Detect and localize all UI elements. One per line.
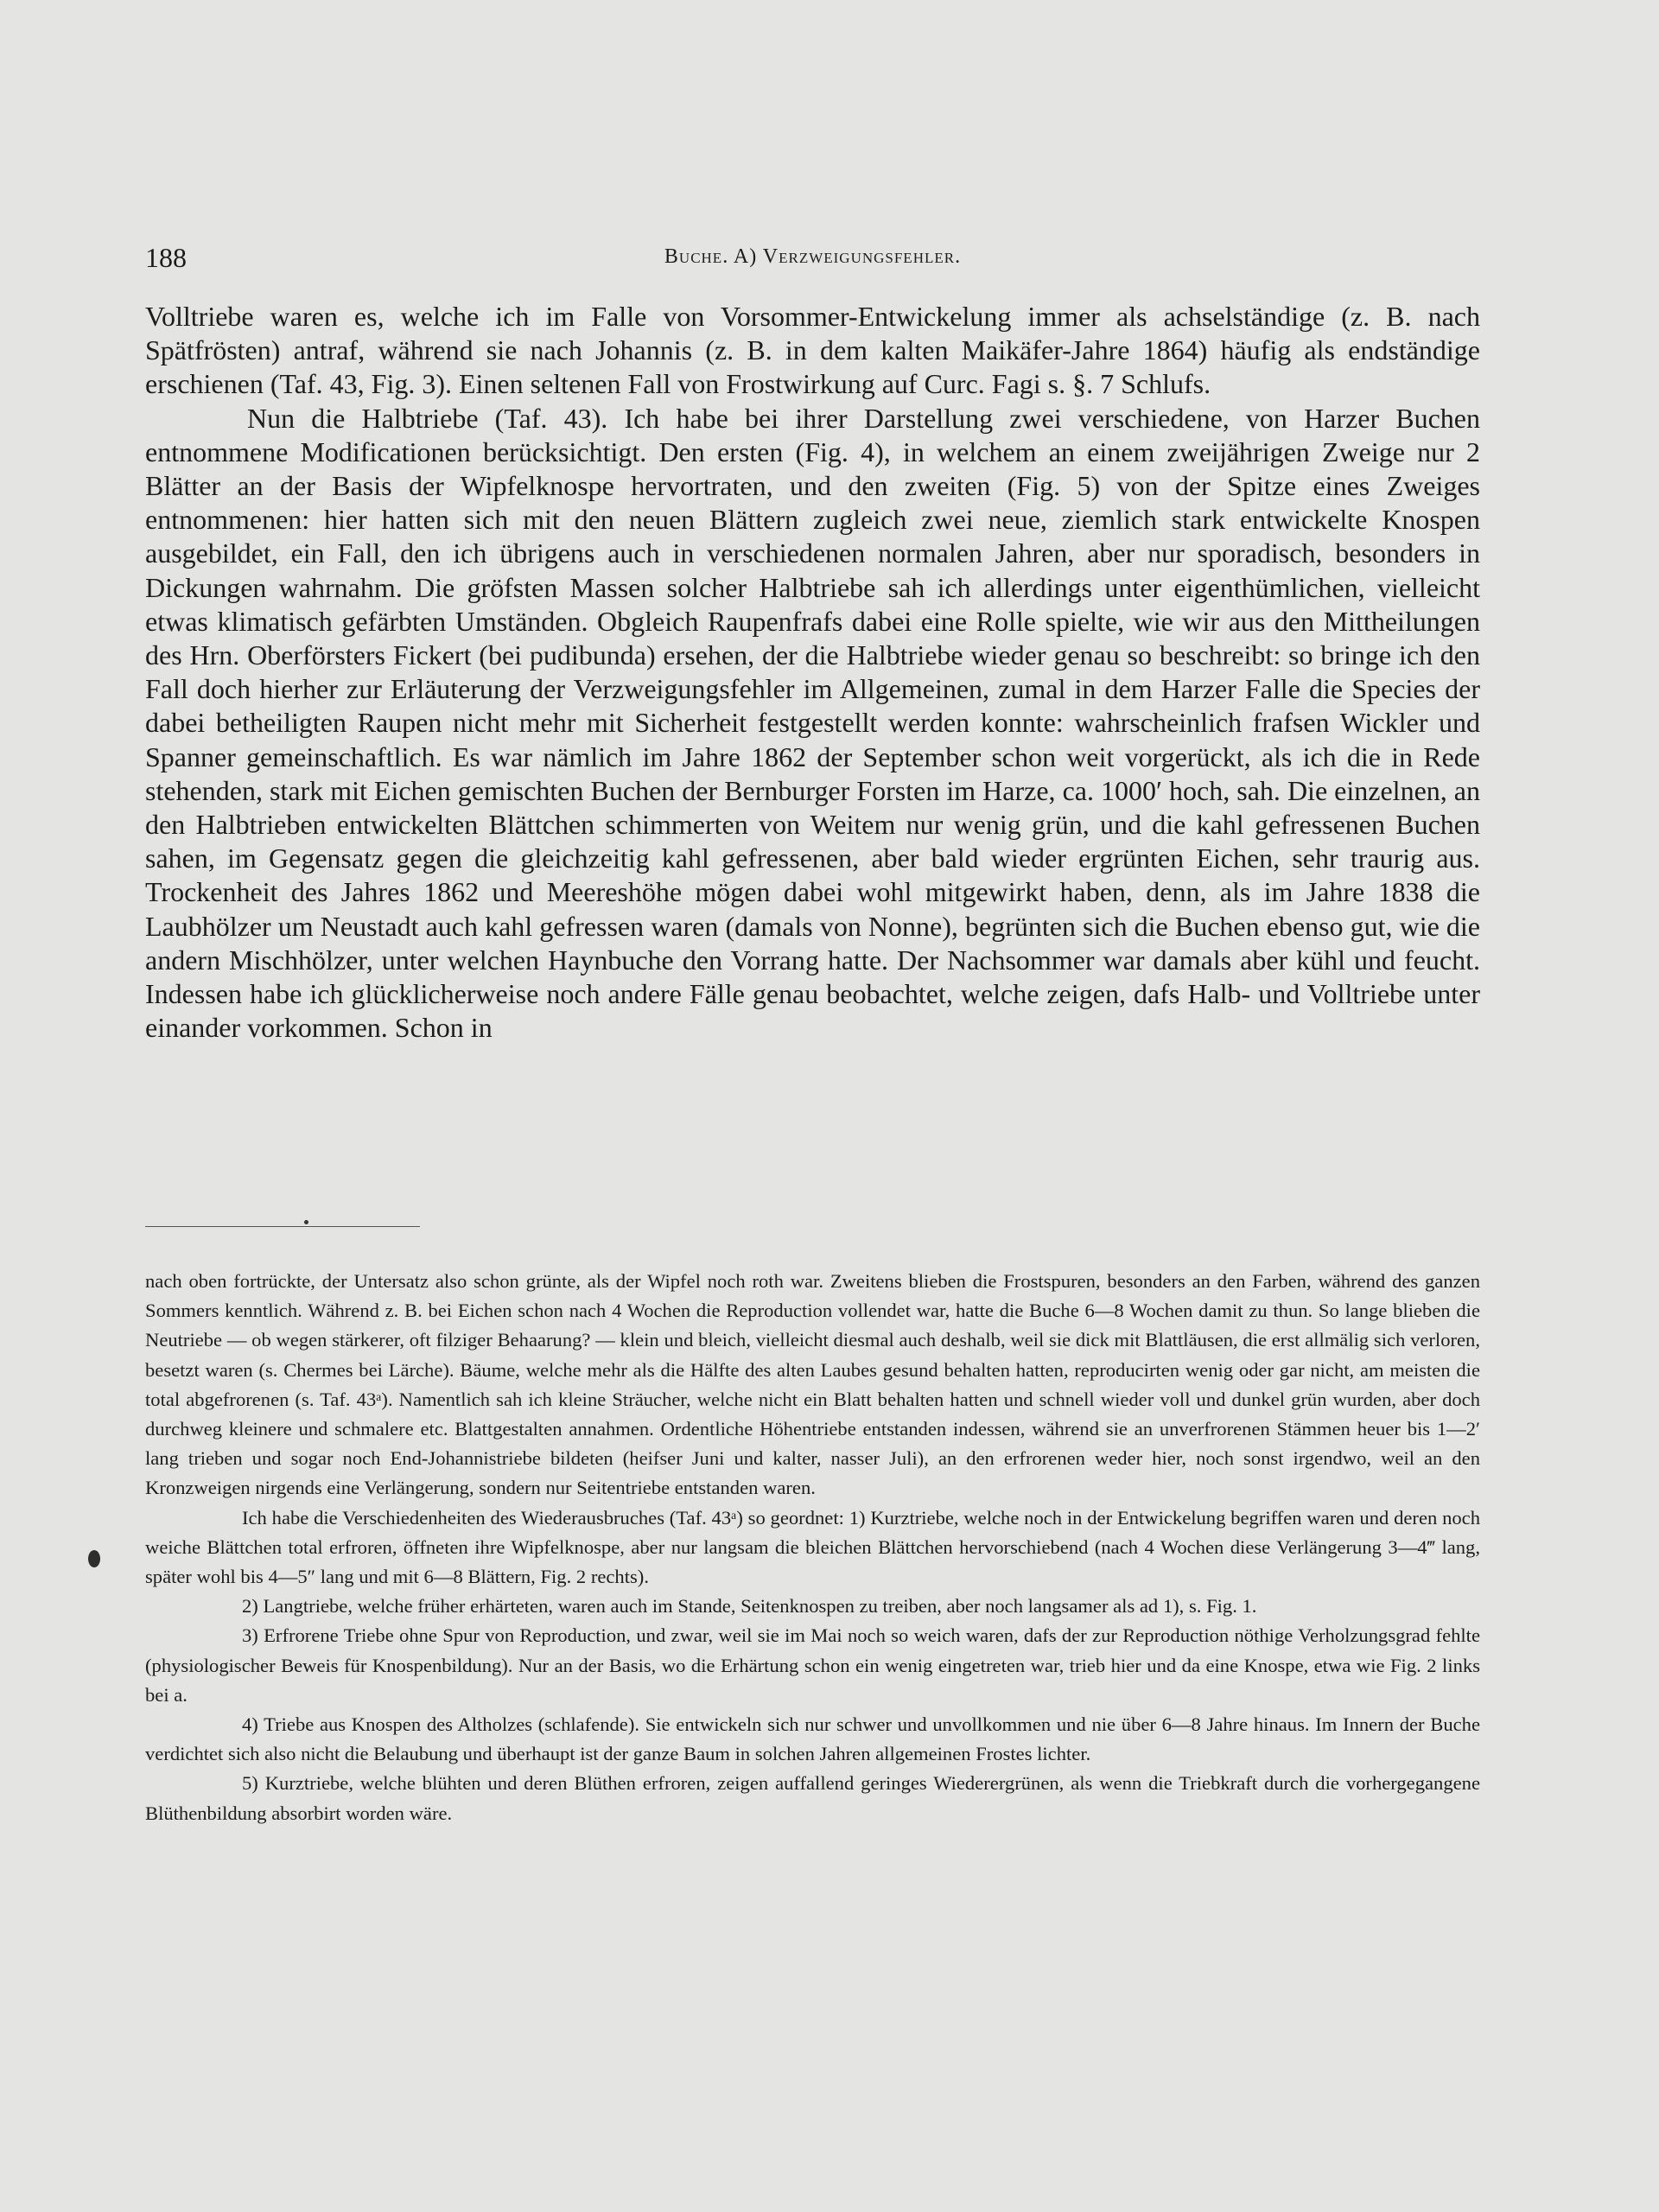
footnote-item-2: 2) Langtriebe, welche früher erhärteten, waren auch im Stande, Seitenknospen zu treiben, aber noch langsamer als ad 1), s. Fig. 1.	[242, 1595, 1257, 1618]
footnote-item-4: 4) Triebe aus Knospen des Altholzes (schlafende). Sie entwickeln sich nur schwer und unvollkommen und nie über 6—8 Jahre hinaus. Im Innern der Buche verdichtet sich also nicht die Belaubung und überhaupt ist der ganze Baum in solchen Jahren allgemeinen Frostes lichter.	[145, 1713, 1480, 1765]
ink-stain	[88, 1550, 100, 1567]
page-number: 188	[145, 242, 187, 273]
page-header	[145, 242, 1480, 285]
main-text	[145, 300, 1480, 1045]
footnote-separator	[145, 1226, 420, 1227]
footnote-item-1: Ich habe die Verschiedenheiten des Wiederausbruches (Taf. 43ᵃ) so geordnet: 1) Kurztriebe, welche noch in der Entwickelung begriffen waren und deren noch weiche Blättchen total erfroren, öffneten ihre Wipfelknospe, aber nur langsam die bleichen Blättchen hervorschiebend (nach 4 Wochen diese Verlängerung 3—4‴ lang, später wohl bis 4—5″ lang und mit 6—8 Blättern, Fig. 2 rechts).	[145, 1506, 1480, 1588]
footnote-item-5: 5) Kurztriebe, welche blühten und deren Blüthen erfroren, zeigen auffallend geringes Wiederergrünen, als wenn die Triebkraft durch die vorhergegangene Blüthenbildung absorbirt worden wäre.	[145, 1772, 1480, 1824]
paragraph-2: Nun die Halbtriebe (Taf. 43). Ich habe bei ihrer Darstellung zwei verschiedene, von Harzer Buchen entnommene Modificationen berücksichtigt. Den ersten (Fig. 4), in welchem an einem zweijährigen Zweige nur 2 Blätter an der Basis der Wipfelknospe hervortraten, und den zweiten (Fig. 5) von der Spitze eines Zweiges entnommenen: hier hatten sich mit den neuen Blättern zugleich zwei neue, ziemlich stark entwickelte Knospen ausgebildet, ein Fall, den ich übrigens auch in verschiedenen normalen Jahren, aber nur sporadisch, besonders in Dickungen wahrnahm. Die gröfsten Massen solcher Halbtriebe sah ich allerdings unter eigenthümlichen, vielleicht etwas klimatisch gefärbten Umständen. Obgleich Raupenfrafs dabei eine Rolle spielte, wie wir aus den Mittheilungen des Hrn. Oberförsters Fickert (bei pudibunda) ersehen, der die Halbtriebe wieder genau so beschreibt: so bringe ich den Fall doch hierher zur Erläuterung der Verzweigungsfehler im Allgemeinen, zumal in dem Harzer Falle die Species der dabei betheiligten Raupen nicht mehr mit Sicherheit festgestellt werden konnte: wahrscheinlich frafsen Wickler und Spanner gemeinschaftlich. Es war nämlich im Jahre 1862 der September schon weit vorgerückt, als ich die in Rede stehenden, stark mit Eichen gemischten Buchen der Bernburger Forsten im Harze, ca. 1000′ hoch, sah. Die einzelnen, an den Halbtrieben entwickelten Blättchen schimmerten von Weitem nur wenig grün, und die kahl gefressenen Buchen sahen, im Gegensatz gegen die gleichzeitig kahl gefressenen, aber bald wieder ergrünten Eichen, sehr traurig aus. Trockenheit des Jahres 1862 und Meereshöhe mögen dabei wohl mitgewirkt haben, denn, als im Jahre 1838 die Laubhölzer um Neustadt auch kahl gefressen waren (damals von Nonne), begrünten sich die Buchen ebenso gut, wie die andern Mischhölzer, unter welchen Haynbuche den Vorrang hatte. Der Nachsommer war damals aber kühl und feucht. Indessen habe ich glücklicherweise noch andere Fälle genau beobachtet, welche zeigen, dafs Halb- und Volltriebe unter einander vorkommen. Schon in	[145, 402, 1480, 1044]
running-head: Buche. A) Verzweigungsfehler.	[664, 245, 962, 268]
footnote-item-3: 3) Erfrorene Triebe ohne Spur von Reproduction, und zwar, weil sie im Mai noch so weich waren, dafs der zur Reproduction nöthige Verholzungsgrad fehlte (physiologischer Beweis für Knospenbildung). Nur an der Basis, wo die Erhärtung schon ein wenig eingetreten war, trieb hier und da eine Knospe, etwa wie Fig. 2 links bei a.	[145, 1624, 1480, 1706]
footnote-continuation: nach oben fortrückte, der Untersatz also schon grünte, als der Wipfel noch roth war. Zweitens blieben die Frostspuren, besonders an den Farben, während des ganzen Sommers kenntlich. Während z. B. bei Eichen schon nach 4 Wochen die Reproduction vollendet war, hatte die Buche 6—8 Wochen damit zu thun. So lange blieben die Neutriebe — ob wegen stärkerer, oft filziger Behaarung? — klein und bleich, vielleicht diesmal auch deshalb, weil sie dick mit Blattläusen, die erst allmälig sich verloren, besetzt waren (s. Chermes bei Lärche). Bäume, welche mehr als die Hälfte des alten Laubes gesund behalten hatten, reproducirten wenig oder gar nicht, am meisten die total abgefrorenen (s. Taf. 43ᵃ). Namentlich sah ich kleine Sträucher, welche nicht ein Blatt behalten hatten und schnell wieder voll und dunkel grün wurden, aber doch durchweg kleinere und schmalere etc. Blattgestalten annahmen. Ordentliche Höhentriebe entstanden indessen, während sie an unverfrorenen Stämmen heuer bis 1—2′ lang trieben und sogar noch End-Johannistriebe bildeten (heifser Juni und kalter, nasser Juli), an den erfrorenen weder hier, noch sonst irgendwo, weil an den Kronzweigen nirgends eine Verlängerung, sondern nur Seitentriebe entstanden waren.	[145, 1270, 1480, 1499]
separator-dot	[304, 1220, 308, 1224]
paragraph-1: Volltriebe waren es, welche ich im Falle von Vorsommer-Entwickelung immer als achselständige (z. B. nach Spätfrösten) antraf, während sie nach Johannis (z. B. in dem kalten Maikäfer-Jahre 1864) häufig als endständige erschienen (Taf. 43, Fig. 3). Einen seltenen Fall von Frostwirkung auf Curc. Fagi s. §. 7 Schlufs.	[145, 301, 1480, 400]
footnotes	[145, 1267, 1480, 1828]
